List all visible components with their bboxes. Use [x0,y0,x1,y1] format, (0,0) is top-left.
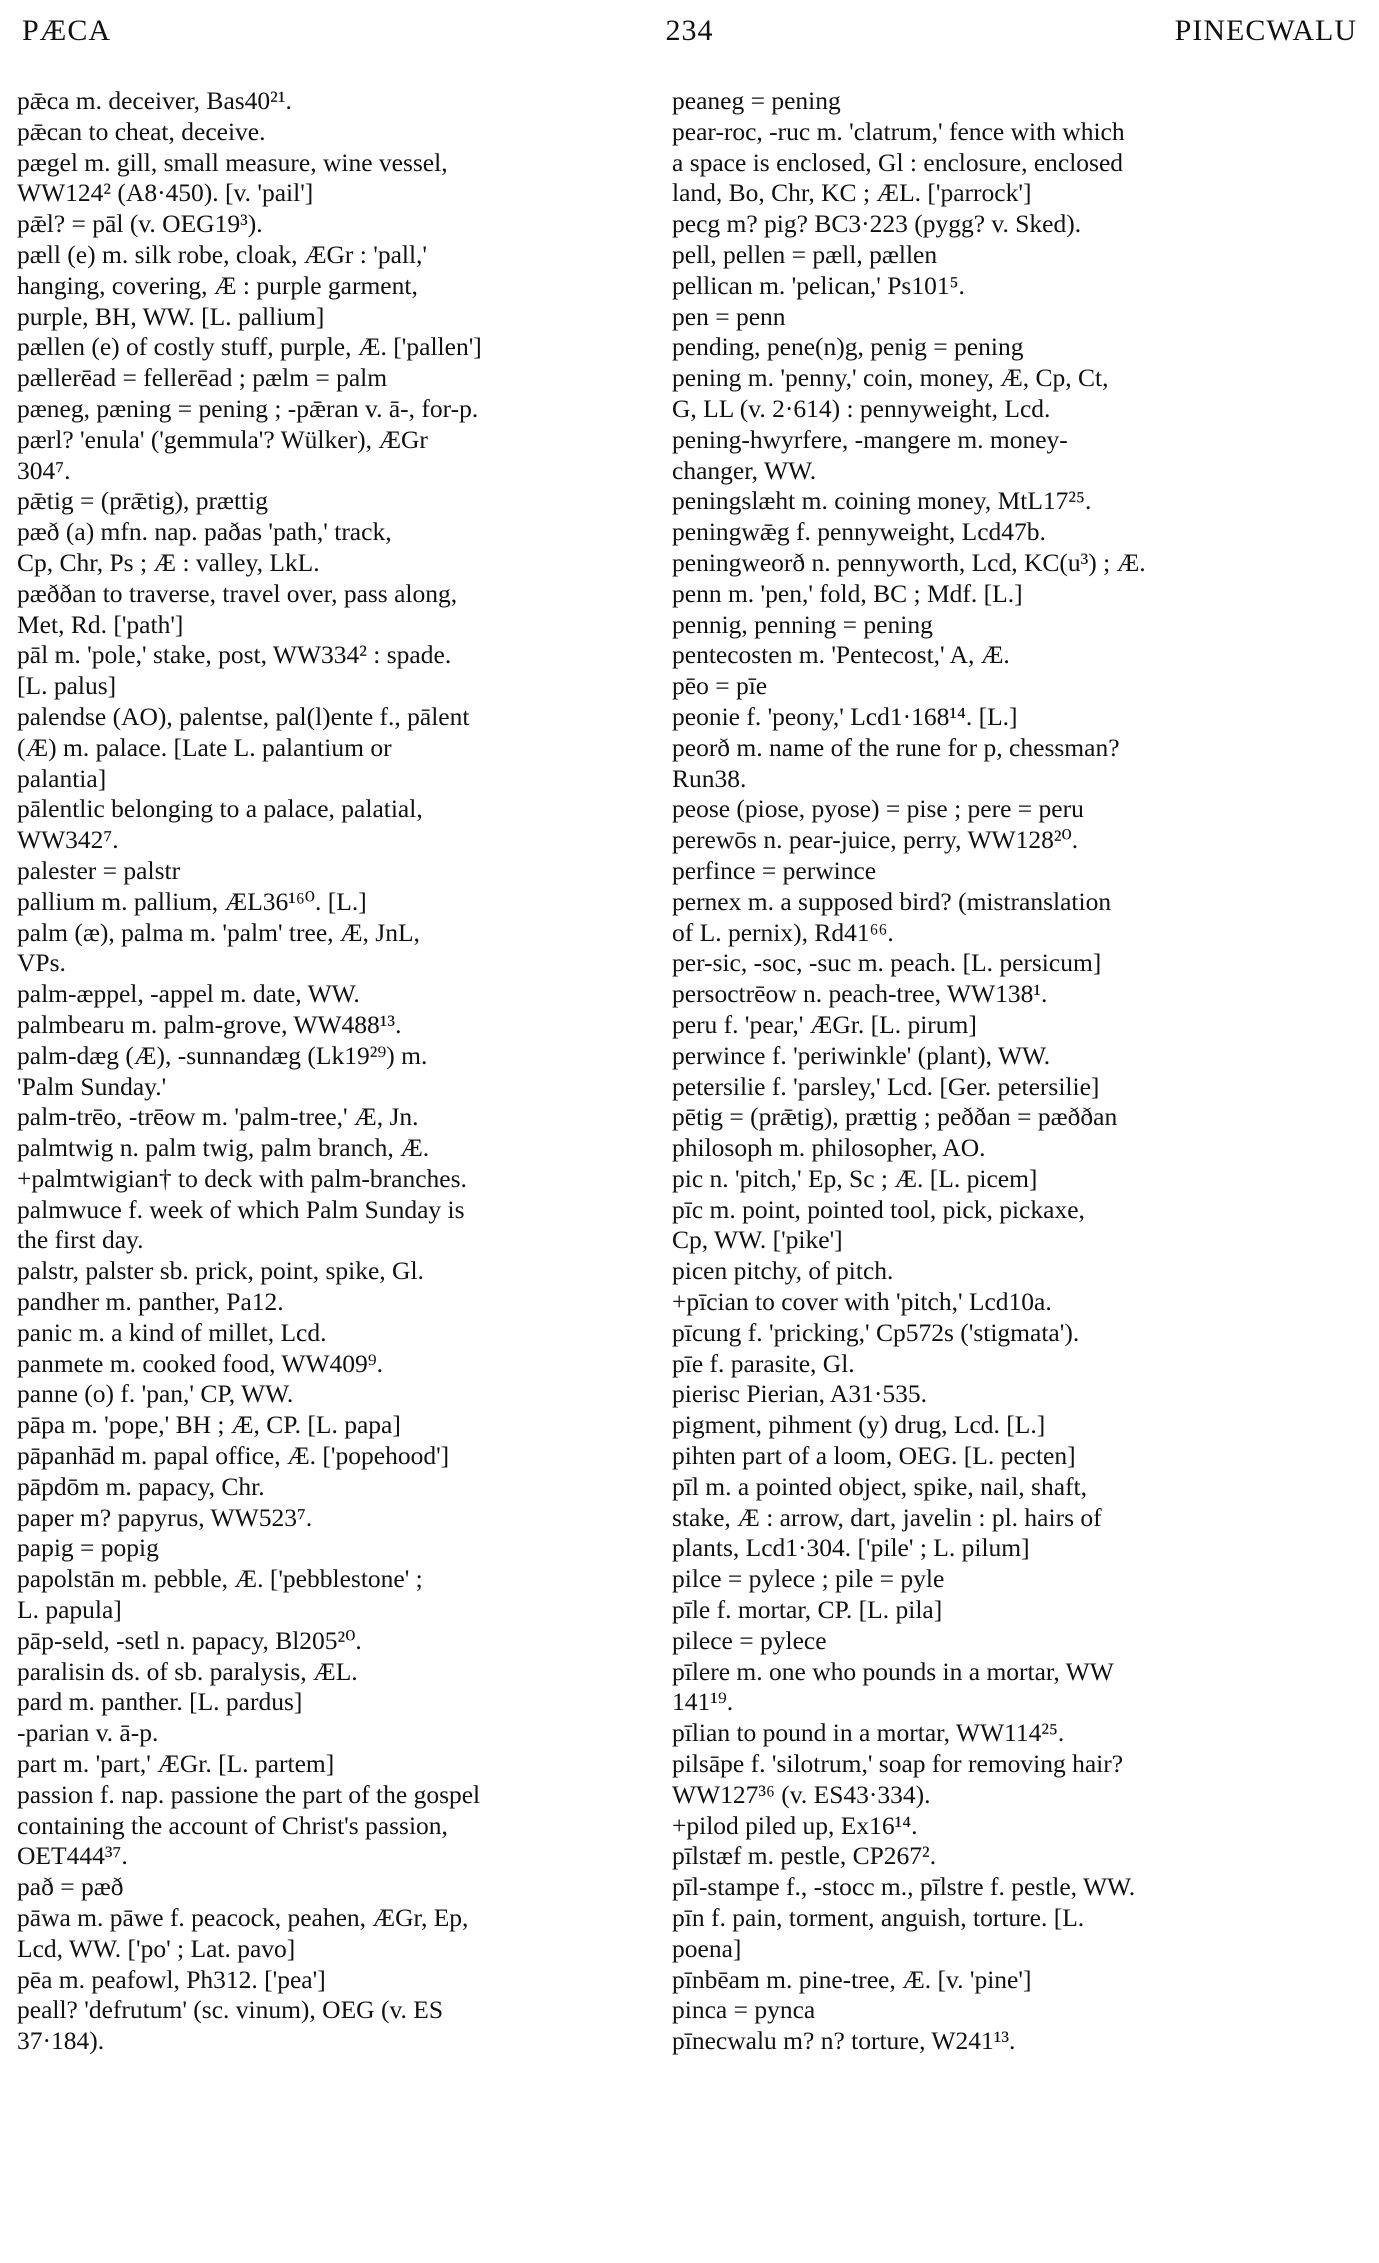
entry-line: L. papula] [17,1595,122,1625]
entry-line: pierisc Pierian, A31·535. [672,1379,927,1409]
entry-line: philosoph m. philosopher, AO. [672,1133,986,1163]
entry-line: of L. pernix), Rd41⁶⁶. [672,917,894,947]
entry-line: pīlere m. one who pounds in a mortar, WW [672,1656,1114,1686]
entry-line: pinca = pynca [672,1995,816,2025]
entry-line: pīc m. point, pointed tool, pick, pickaxe, [672,1194,1085,1224]
entry-line: WW124² (A8·450). [v. 'pail'] [17,178,314,208]
entry-line: +pīcian to cover with 'pitch,' Lcd10a. [672,1287,1052,1317]
right-guide-word: PINECWALU [1174,14,1357,47]
entry-line: pællerēad = fellerēad ; pælm = palm [17,363,388,393]
entry-line: pāpdōm m. papacy, Chr. [17,1471,265,1501]
entry-line: perwince f. 'periwinkle' (plant), WW. [672,1040,1051,1070]
entry-line: pēo = pīe [672,671,768,701]
entry-line: palester = palstr [17,855,181,885]
entry-line: pening-hwyrfere, -mangere m. money- [672,424,1068,454]
entry-line: G, LL (v. 2·614) : pennyweight, Lcd. [672,393,1051,423]
entry-line: pear-roc, -ruc m. 'clatrum,' fence with which [672,116,1125,146]
entry-line: OET444³⁷. [17,1841,128,1871]
entry-line: pāwa m. pāwe f. peacock, peahen, ÆGr, Ep, [17,1903,469,1933]
entry-line: pāpa m. 'pope,' BH ; Æ, CP. [L. papa] [17,1410,401,1440]
entry-line: paralisin ds. of sb. paralysis, ÆL. [17,1656,358,1686]
entry-line: Cp, Chr, Ps ; Æ : valley, LkL. [17,547,320,577]
entry-line: pǣcan to cheat, deceive. [17,116,266,146]
entry-line: pellican m. 'pelican,' Ps101⁵. [672,270,965,300]
entry-line: pending, pene(n)g, penig = pening [672,332,1024,362]
entry-line: petersilie f. 'parsley,' Lcd. [Ger. petersilie] [672,1071,1100,1101]
entry-line: 37·184). [17,2026,105,2056]
entry-line: [L. palus] [17,671,117,701]
entry-line: pālentlic belonging to a palace, palatial, [17,794,423,824]
entry-line: pæð (a) mfn. nap. paðas 'path,' track, [17,517,392,547]
entry-line: pīlstæf m. pestle, CP267². [672,1841,937,1871]
entry-line: pæll (e) m. silk robe, cloak, ÆGr : 'pall,' [17,239,428,269]
entry-line: pecg m? pig? BC3·223 (pygg? v. Sked). [672,209,1082,239]
entry-line: panmete m. cooked food, WW409⁹. [17,1348,384,1378]
entry-line: pen = penn [672,301,786,331]
entry-line: pīe f. parasite, Gl. [672,1348,855,1378]
page-header [22,14,1357,58]
entry-line: peall? 'defrutum' (sc. vinum), OEG (v. ES [17,1995,444,2025]
entry-line: pic n. 'pitch,' Ep, Sc ; Æ. [L. picem] [672,1163,1038,1193]
entry-line: passion f. nap. passione the part of the gospel [17,1779,481,1809]
entry-line: palendse (AO), palentse, pal(l)ente f., pālent [17,701,470,731]
entry-line: poena] [672,1933,742,1963]
entry-line: peningwǣg f. pennyweight, Lcd47b. [672,517,1046,547]
entry-line: pīnecwalu m? n? torture, W241¹³. [672,2026,1016,2056]
entry-line: panic m. a kind of millet, Lcd. [17,1317,327,1347]
entry-line: peorð m. name of the rune for p, chessman? [672,732,1120,762]
entry-line: pǣl? = pāl (v. OEG19³). [17,209,263,239]
entry-line: +pilod piled up, Ex16¹⁴. [672,1810,918,1840]
entry-line: 141¹⁹. [672,1687,734,1717]
entry-line: persoctrēow n. peach-tree, WW138¹. [672,979,1048,1009]
right-column [672,86,1364,2057]
entry-line: pandher m. panther, Pa12. [17,1287,284,1317]
entry-line: WW127³⁶ (v. ES43·334). [672,1779,931,1809]
entry-line: pællen (e) of costly stuff, purple, Æ. ['pallen'] [17,332,482,362]
entry-line: pigment, pihment (y) drug, Lcd. [L.] [672,1410,1046,1440]
entry-line: palstr, palster sb. prick, point, spike, Gl. [17,1256,424,1286]
entry-line: Run38. [672,763,747,793]
entry-line: pīl-stampe f., -stocc m., pīlstre f. pestle, WW. [672,1872,1136,1902]
entry-line: pennig, penning = pening [672,609,933,639]
entry-line: pallium m. pallium, ÆL36¹⁶⁰. [L.] [17,886,367,916]
entry-line: the first day. [17,1225,144,1255]
entry-line: palmbearu m. palm-grove, WW488¹³. [17,1009,402,1039]
left-guide-word: PÆCA [22,14,112,47]
entry-line: palmtwig n. palm twig, palm branch, Æ. [17,1133,430,1163]
entry-line: pīcung f. 'pricking,' Cp572s ('stigmata'). [672,1317,1080,1347]
entry-line: 'Palm Sunday.' [17,1071,167,1101]
entry-line: paper m? papyrus, WW523⁷. [17,1502,313,1532]
entry-line: pāpanhād m. papal office, Æ. ['popehood'] [17,1441,450,1471]
entry-line: pening m. 'penny,' coin, money, Æ, Cp, Ct, [672,363,1109,393]
entry-line: papig = popig [17,1533,159,1563]
entry-line: a space is enclosed, Gl : enclosure, enclosed [672,147,1124,177]
page-number: 234 [665,14,714,47]
entry-line: palm-trēo, -trēow m. 'palm-tree,' Æ, Jn. [17,1102,419,1132]
entry-line: peningweorð n. pennyworth, Lcd, KC(u³) ; Æ. [672,547,1146,577]
entry-line: palm-dæg (Æ), -sunnandæg (Lk19²⁹) m. [17,1040,428,1070]
entry-line: perewōs n. pear-juice, perry, WW128²⁰. [672,825,1079,855]
entry-line: hanging, covering, Æ : purple garment, [17,270,418,300]
entry-line: pīl m. a pointed object, spike, nail, shaft, [672,1471,1087,1501]
entry-line: peonie f. 'peony,' Lcd1·168¹⁴. [L.] [672,701,1018,731]
entry-line: pīlian to pound in a mortar, WW114²⁵. [672,1718,1065,1748]
entry-line: part m. 'part,' ÆGr. [L. partem] [17,1749,335,1779]
entry-line: pēa m. peafowl, Ph312. ['pea'] [17,1964,326,1994]
entry-line: Met, Rd. ['path'] [17,609,184,639]
entry-line: pīn f. pain, torment, anguish, torture. [L. [672,1903,1085,1933]
entry-line: land, Bo, Chr, KC ; ÆL. ['parrock'] [672,178,1032,208]
entry-line: picen pitchy, of pitch. [672,1256,894,1286]
entry-line: pētig = (prǣtig), prættig ; peððan = pæððan [672,1102,1118,1132]
entry-line: panne (o) f. 'pan,' CP, WW. [17,1379,294,1409]
entry-line: (Æ) m. palace. [Late L. palantium or [17,732,392,762]
entry-line: stake, Æ : arrow, dart, javelin : pl. hairs of [672,1502,1102,1532]
entry-line: pǣca m. deceiver, Bas40²¹. [17,86,292,115]
entry-line: pǣtig = (prǣtig), prættig [17,486,268,516]
entry-line: pægel m. gill, small measure, wine vessel, [17,147,448,177]
entry-line: palantia] [17,763,107,793]
entry-line: pernex m. a supposed bird? (mistranslation [672,886,1112,916]
entry-line: 304⁷. [17,455,71,485]
entry-line: Cp, WW. ['pike'] [672,1225,843,1255]
entry-line: penn m. 'pen,' fold, BC ; Mdf. [L.] [672,578,1023,608]
entry-line: pihten part of a loom, OEG. [L. pecten] [672,1441,1076,1471]
entry-line: pilsāpe f. 'silotrum,' soap for removing hair? [672,1749,1124,1779]
entry-line: pæneg, pæning = pening ; -pǣran v. ā-, for-p. [17,393,479,423]
entry-line: palm-æppel, -appel m. date, WW. [17,979,360,1009]
left-column [17,86,657,2057]
entry-line: pīnbēam m. pine-tree, Æ. [v. 'pine'] [672,1964,1032,1994]
entry-line: Lcd, WW. ['po' ; Lat. pavo] [17,1933,296,1963]
entry-line: papolstān m. pebble, Æ. ['pebblestone' ; [17,1564,423,1594]
entry-line: pað = pæð [17,1872,124,1902]
entry-line: -parian v. ā-p. [17,1718,159,1748]
entry-line: pentecosten m. 'Pentecost,' A, Æ. [672,640,1010,670]
entry-line: WW342⁷. [17,825,119,855]
entry-line: pell, pellen = pæll, pællen [672,239,938,269]
entry-line: pard m. panther. [L. pardus] [17,1687,303,1717]
entry-line: palm (æ), palma m. 'palm' tree, Æ, JnL, [17,917,420,947]
entry-line: palmwuce f. week of which Palm Sunday is [17,1194,465,1224]
entry-line: plants, Lcd1·304. ['pile' ; L. pilum] [672,1533,1030,1563]
entry-line: peningslæht m. coining money, MtL17²⁵. [672,486,1092,516]
entry-line: per-sic, -soc, -suc m. peach. [L. persicum] [672,948,1102,978]
entry-line: pīle f. mortar, CP. [L. pila] [672,1595,943,1625]
entry-line: peru f. 'pear,' ÆGr. [L. pirum] [672,1009,977,1039]
entry-line: perfince = perwince [672,855,877,885]
entry-line: peaneg = pening [672,86,841,115]
entry-line: pæððan to traverse, travel over, pass along, [17,578,458,608]
entry-line: pilece = pylece [672,1625,827,1655]
entry-line: pāp-seld, -setl n. papacy, Bl205²⁰. [17,1625,362,1655]
entry-line: pāl m. 'pole,' stake, post, WW334² : spade. [17,640,452,670]
entry-line: VPs. [17,948,66,978]
entry-line: purple, BH, WW. [L. pallium] [17,301,325,331]
entry-line: pilce = pylece ; pile = pyle [672,1564,945,1594]
entry-line: +palmtwigian† to deck with palm-branches. [17,1163,467,1193]
entry-line: changer, WW. [672,455,817,485]
entry-line: pærl? 'enula' ('gemmula'? Wülker), ÆGr [17,424,428,454]
entry-line: peose (piose, pyose) = pise ; pere = peru [672,794,1084,824]
entry-line: containing the account of Christ's passion, [17,1810,448,1840]
